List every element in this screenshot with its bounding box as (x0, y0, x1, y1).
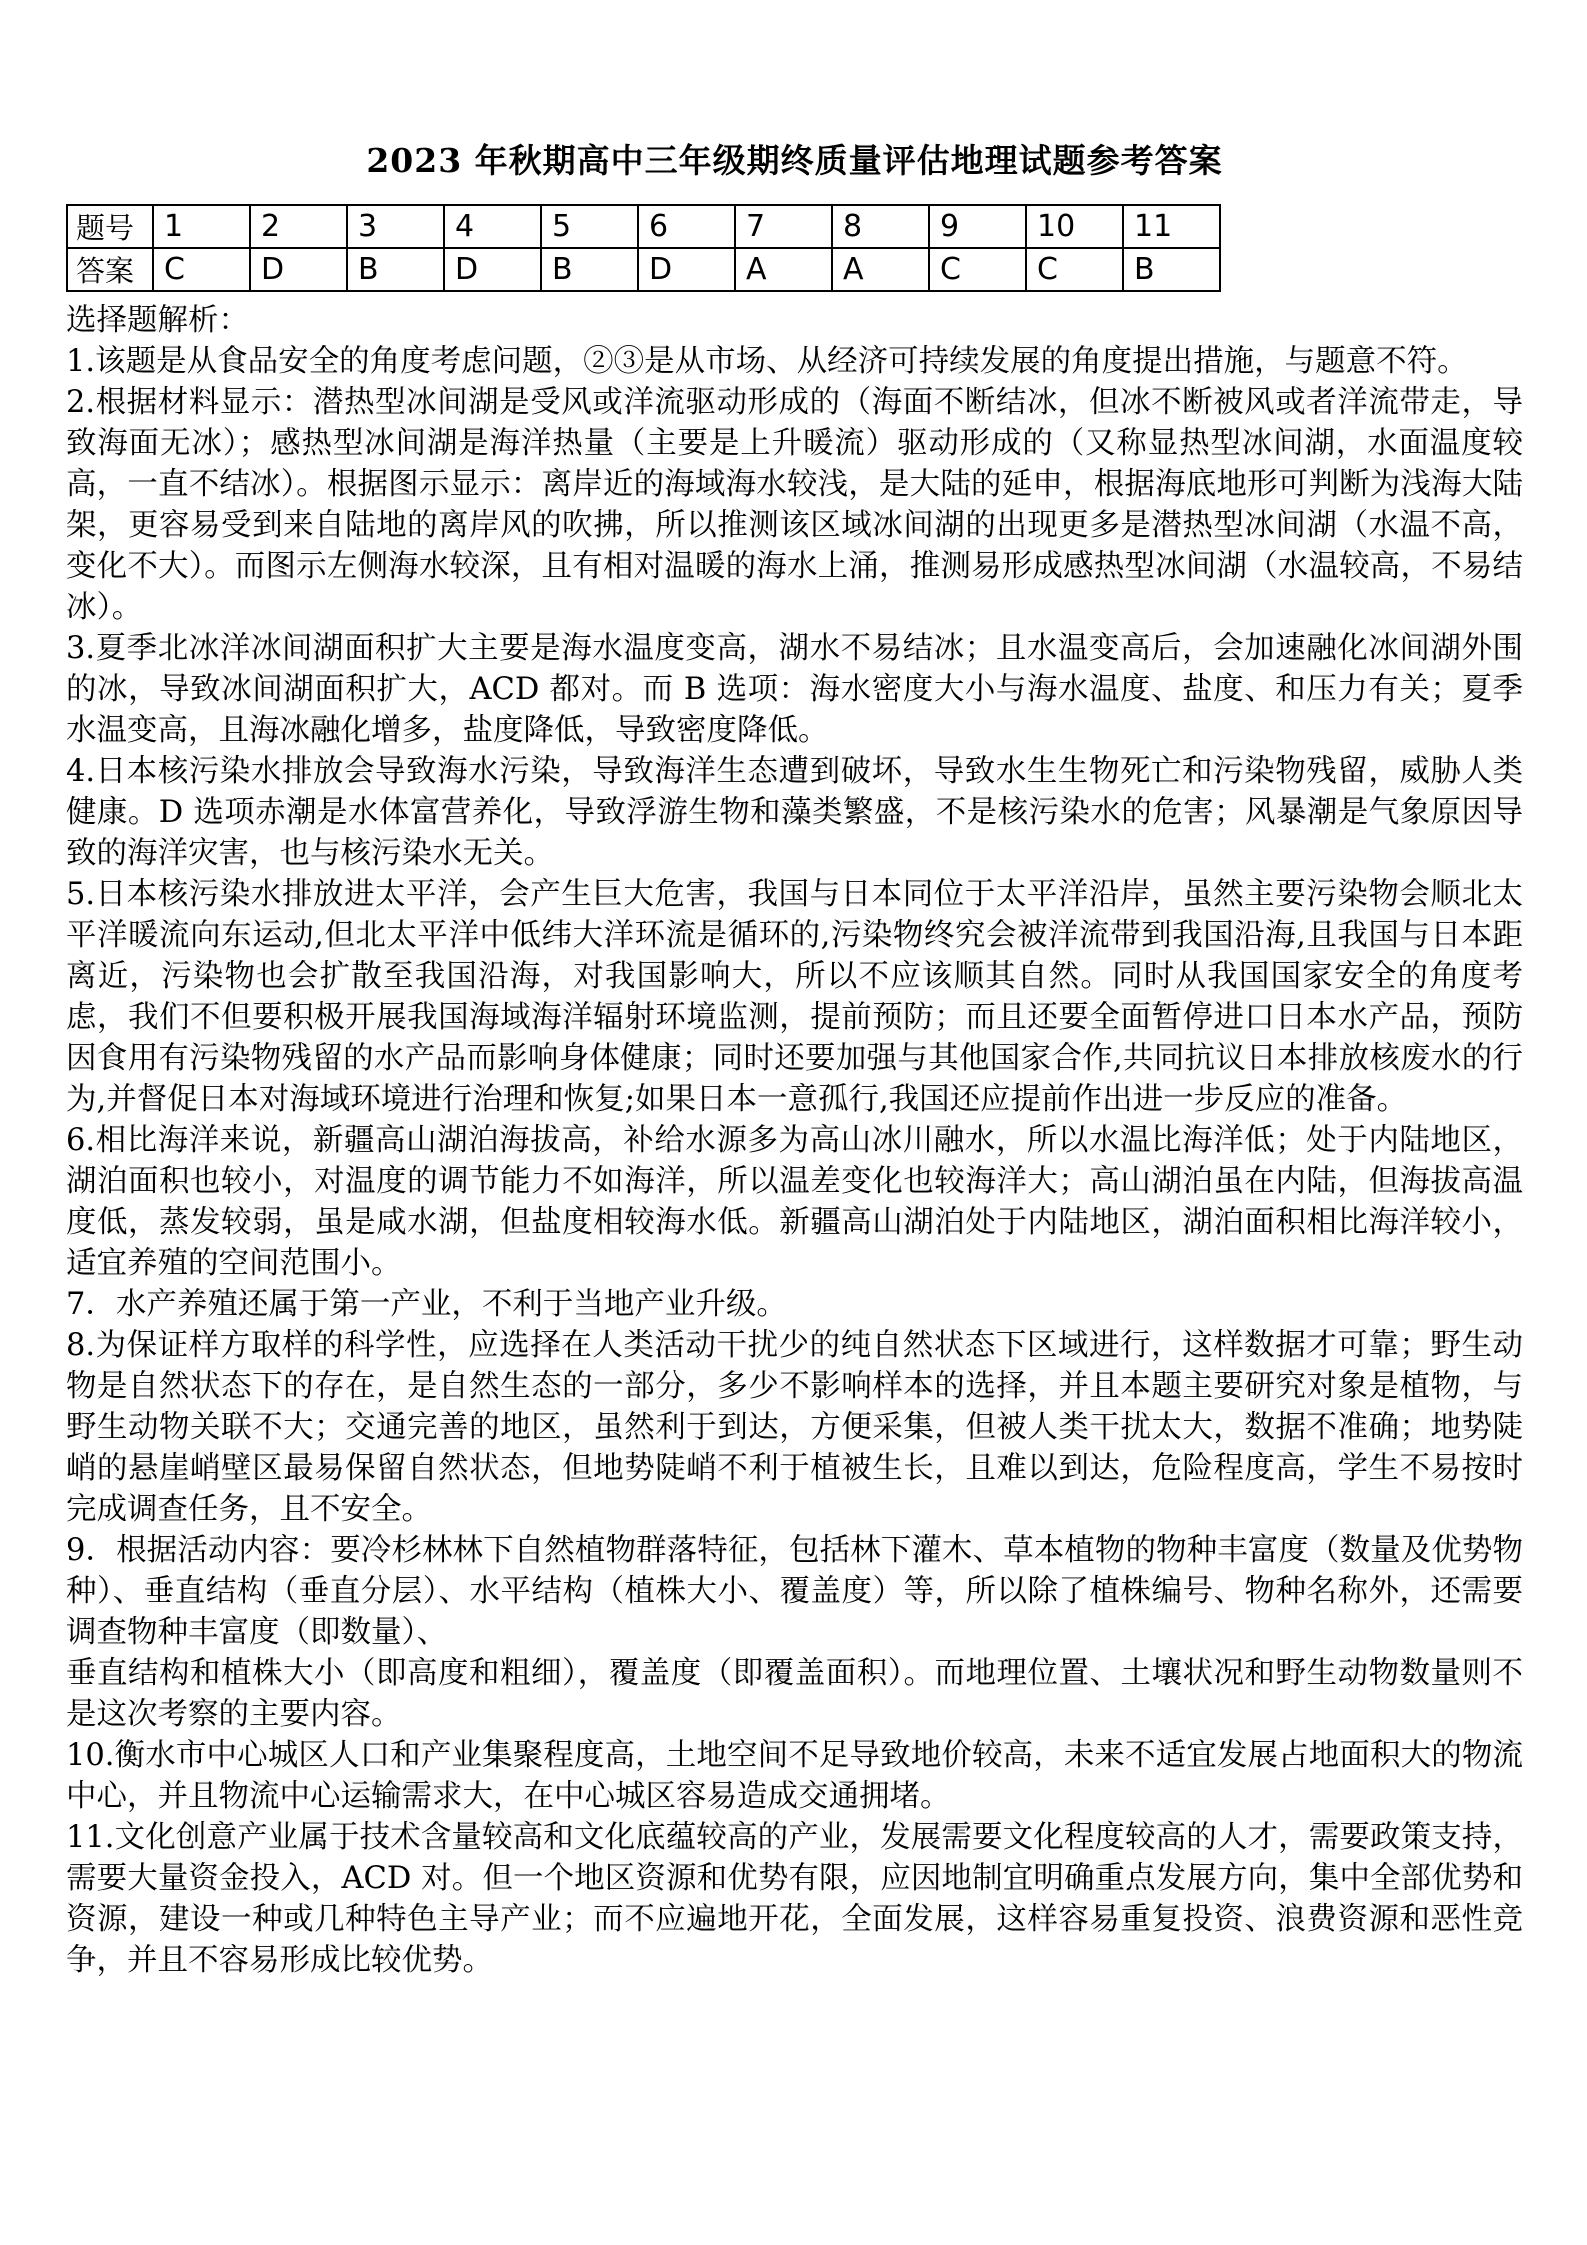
explanation-paragraph-9b: 垂直结构和植株大小（即高度和粗细），覆盖度（即覆盖面积）。而地理位置、土壤状况和野生动物数量则不是这次考察的主要内容。 (66, 1656, 1523, 1732)
explanation-paragraph-10: 10.衡水市中心城区人口和产业集聚程度高，土地空间不足导致地价较高，未来不适宜发展占地面积大的物流中心，并且物流中心运输需求大，在中心城区容易造成交通拥堵。 (66, 1738, 1523, 1814)
question-number-cell: 3 (347, 205, 444, 248)
answer-cell: D (638, 248, 735, 291)
explanation-paragraph-5: 5.日本核污染水排放进太平洋，会产生巨大危害，我国与日本同位于太平洋沿岸，虽然主要污染物会顺北太平洋暖流向东运动,但北太平洋中低纬大洋环流是循环的,污染物终究会被洋流带到我国沿海,且我国与日本距离近，污染物也会扩散至我国沿海，对我国影响大，所以不应该顺其自然。同时从我国国家安全的角度考虑，我们不但要积极开展我国海域海洋辐射环境监测，提前预防；而且还要全面暂停进口日本水产品，预防因食用有污染物残留的水产品而影响身体健康；同时还要加强与其他国家合作,共同抗议日本排放核废水的行为,并督促日本对海域环境进行治理和恢复;如果日本一意孤行,我国还应提前作出进一步反应的准备。 (66, 877, 1523, 1117)
answer-cell: B (541, 248, 638, 291)
question-number-cell: 7 (735, 205, 832, 248)
answer-cell: B (347, 248, 444, 291)
answer-cell: D (250, 248, 347, 291)
answer-row (67, 248, 1220, 291)
question-number-cell: 5 (541, 205, 638, 248)
question-number-cell: 6 (638, 205, 735, 248)
question-number-cell: 4 (444, 205, 541, 248)
explanation-paragraph-8: 8.为保证样方取样的科学性，应选择在人类活动干扰少的纯自然状态下区域进行，这样数据才可靠；野生动物是自然状态下的存在，是自然生态的一部分，多少不影响样本的选择，并且本题主要研究对象是植物，与野生动物关联不大；交通完善的地区，虽然利于到达，方便采集，但被人类干扰太大，数据不准确；地势陡峭的悬崖峭壁区最易保留自然状态，但地势陡峭不利于植被生长，且难以到达，危险程度高，学生不易按时完成调查任务，且不安全。 (66, 1328, 1523, 1527)
section-heading: 选择题解析： (66, 303, 249, 338)
question-number-cell: 9 (929, 205, 1026, 248)
question-number-cell: 8 (832, 205, 929, 248)
explanation-paragraph-4: 4.日本核污染水排放会导致海水污染，导致海洋生态遭到破坏，导致水生生物死亡和污染物残留，威胁人类健康。D 选项赤潮是水体富营养化，导致浮游生物和藻类繁盛，不是核污染水的危害；风暴潮是气象原因导致的海洋灾害，也与核污染水无关。 (66, 754, 1523, 871)
explanation-paragraph-3: 3.夏季北冰洋冰间湖面积扩大主要是海水温度变高，湖水不易结冰；且水温变高后，会加速融化冰间湖外围的冰，导致冰间湖面积扩大，ACD 都对。而 B 选项：海水密度大小与海水温度、盐度、和压力有关；夏季水温变高，且海冰融化增多，盐度降低，导致密度降低。 (66, 631, 1523, 748)
explanations-section (66, 300, 1523, 1981)
question-row-label: 题号 (67, 205, 153, 248)
answer-cell: A (832, 248, 929, 291)
explanation-paragraph-1: 1.该题是从食品安全的角度考虑问题，②③是从市场、从经济可持续发展的角度提出措施，与题意不符。 (66, 344, 1468, 379)
answer-key-table (66, 204, 1221, 292)
answer-cell: C (153, 248, 250, 291)
answer-row-label: 答案 (67, 248, 153, 291)
explanation-paragraph-2: 2.根据材料显示：潜热型冰间湖是受风或洋流驱动形成的（海面不断结冰，但冰不断被风或者洋流带走，导致海面无冰）；感热型冰间湖是海洋热量（主要是上升暖流）驱动形成的（又称显热型冰间湖，水面温度较高，一直不结冰）。根据图示显示：离岸近的海域海水较浅，是大陆的延申，根据海底地形可判断为浅海大陆架，更容易受到来自陆地的离岸风的吹拂，所以推测该区域冰间湖的出现更多是潜热型冰间湖（水温不高，变化不大）。而图示左侧海水较深，且有相对温暖的海水上涌，推测易形成感热型冰间湖（水温较高，不易结冰）。 (66, 385, 1523, 625)
answer-cell: D (444, 248, 541, 291)
question-number-cell: 11 (1123, 205, 1220, 248)
explanation-paragraph-11: 11.文化创意产业属于技术含量较高和文化底蕴较高的产业，发展需要文化程度较高的人才，需要政策支持，需要大量资金投入，ACD 对。但一个地区资源和优势有限，应因地制宜明确重点发展方向，集中全部优势和资源，建设一种或几种特色主导产业；而不应遍地开花，全面发展，这样容易重复投资、浪费资源和恶性竞争，并且不容易形成比较优势。 (66, 1820, 1523, 1978)
question-number-cell: 10 (1026, 205, 1123, 248)
explanation-paragraph-9a: 9．根据活动内容：要冷杉林林下自然植物群落特征，包括林下灌木、草本植物的物种丰富度（数量及优势物种）、垂直结构（垂直分层）、水平结构（植株大小、覆盖度）等，所以除了植株编号、物种名称外，还需要调查物种丰富度（即数量）、 (66, 1533, 1523, 1650)
question-number-cell: 1 (153, 205, 250, 248)
explanation-paragraph-6: 6.相比海洋来说，新疆高山湖泊海拔高，补给水源多为高山冰川融水，所以水温比海洋低；处于内陆地区，湖泊面积也较小，对温度的调节能力不如海洋，所以温差变化也较海洋大；高山湖泊虽在内陆，但海拔高温度低，蒸发较弱，虽是咸水湖，但盐度相较海水低。新疆高山湖泊处于内陆地区，湖泊面积相比海洋较小，适宜养殖的空间范围小。 (66, 1123, 1523, 1281)
answer-cell: A (735, 248, 832, 291)
question-number-row (67, 205, 1220, 248)
question-number-cell: 2 (250, 205, 347, 248)
answer-cell: C (1026, 248, 1123, 291)
answer-cell: C (929, 248, 1026, 291)
answer-cell: B (1123, 248, 1220, 291)
page-title: 2023 年秋期高中三年级期终质量评估地理试题参考答案 (366, 141, 1223, 180)
explanation-paragraph-7: 7．水产养殖还属于第一产业，不利于当地产业升级。 (66, 1287, 787, 1322)
